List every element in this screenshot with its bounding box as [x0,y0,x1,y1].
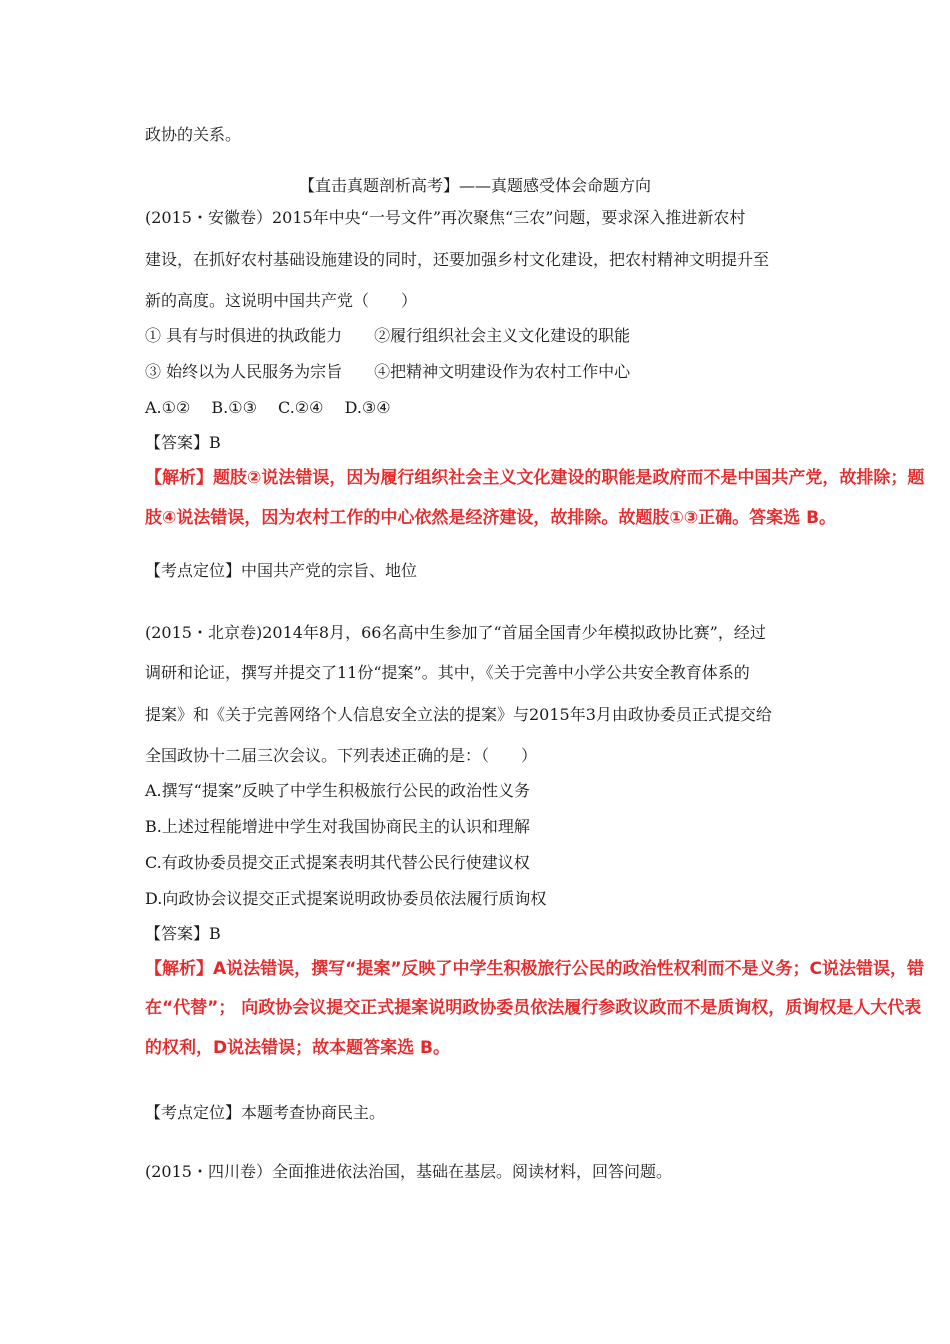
q2-answer: 【答案】B [145,924,221,943]
q2-stem-line-2: 调研和论证，撰写并提交了11份“提案”。其中，《关于完善中小学公共安全教育体系的 [145,663,750,682]
intro-tail: 政协的关系。 [145,125,242,144]
q1-options: A.①② B.①③ C.②④ D.③④ [145,398,391,417]
q2-analysis-line-1: 【解析】A说法错误，撰写“提案”反映了中学生积极旅行公民的政治性权利而不是义务；C说法错误，错 [145,959,924,979]
q2-analysis-line-3: 的权利，D说法错误；故本题答案选 B。 [145,1038,450,1058]
q1-analysis-line-2: 肢④说法错误，因为农村工作的中心依然是经济建设，故排除。故题肢①③正确。答案选 B。 [145,508,837,528]
q1-analysis-line-1: 【解析】题肢②说法错误，因为履行组织社会主义文化建设的职能是政府而不是中国共产党，故排除；题 [145,468,925,488]
q2-stem-line-4: 全国政协十二届三次会议。下列表述正确的是：（ ） [145,746,538,765]
q2-analysis-line-2: 在“代替”； 向政协会议提交正式提案说明政协委员依法履行参政议政而不是质询权，质询权是人大代表 [145,998,922,1018]
q1-item-line-1: ① 具有与时俱进的执政能力 ②履行组织社会主义文化建设的职能 [145,326,631,345]
q1-stem-line-1: (2015・安徽卷）2015年中央“一号文件”再次聚焦“三农”问题，要求深入推进新农村 [145,208,746,227]
q1-item-line-2: ③ 始终以为人民服务为宗旨 ④把精神文明建设作为农村工作中心 [145,362,631,381]
q2-stem-line-1: (2015・北京卷)2014年8月，66名高中生参加了“首届全国青少年模拟政协比赛”，经过 [145,623,766,642]
q2-kaodian: 【考点定位】本题考查协商民主。 [145,1103,386,1122]
q1-stem-line-2: 建设，在抓好农村基础设施建设的同时，还要加强乡村文化建设，把农村精神文明提升至 [145,250,770,269]
q1-stem-line-3: 新的高度。这说明中国共产党（ ） [145,291,418,310]
q3-stem: (2015・四川卷）全面推进依法治国，基础在基层。阅读材料，回答问题。 [145,1162,672,1181]
q2-option-c: C.有政协委员提交正式提案表明其代替公民行使建议权 [145,853,530,872]
q1-answer: 【答案】B [145,433,221,452]
q2-option-b: B.上述过程能增进中学生对我国协商民主的认识和理解 [145,817,530,836]
section-title: 【直击真题剖析高考】——真题感受体会命题方向 [298,176,651,195]
q2-option-a: A.撰写“提案”反映了中学生积极旅行公民的政治性义务 [145,781,531,800]
q2-option-d: D.向政协会议提交正式提案说明政协委员依法履行质询权 [145,889,547,908]
q2-stem-line-3: 提案》和《关于完善网络个人信息安全立法的提案》与2015年3月由政协委员正式提交给 [145,705,772,724]
q1-kaodian: 【考点定位】中国共产党的宗旨、地位 [145,561,418,580]
